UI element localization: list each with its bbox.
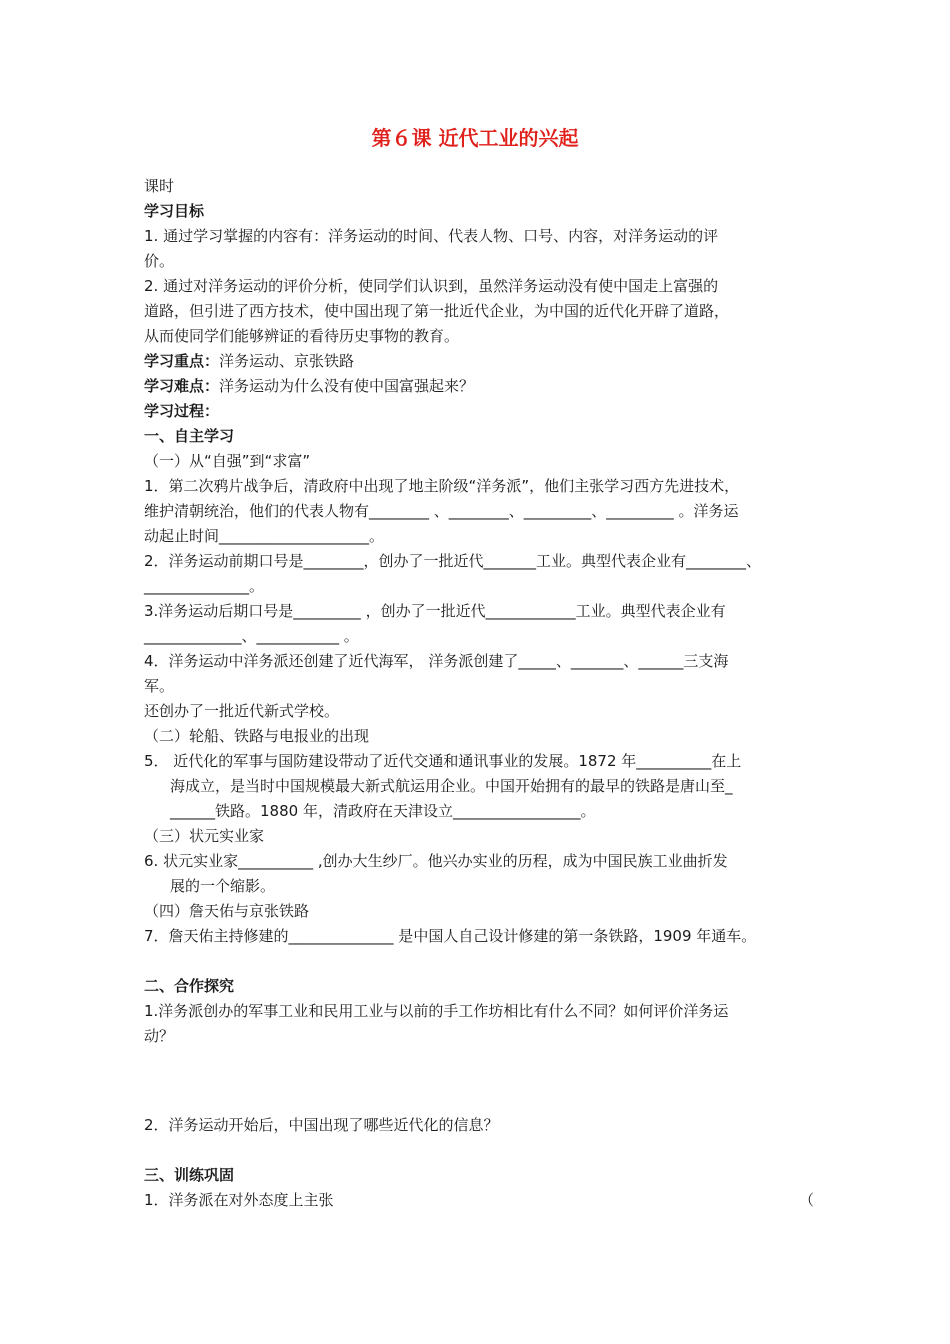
question-line: 维护清朝统治，他们的代表人物有________ 、________、_________、_________ 。洋务运: [144, 502, 739, 520]
subsection-heading: （一）从“自强”到“求富”: [144, 452, 311, 470]
difficult-points: [144, 374, 814, 399]
goal-line: 从而使同学们能够辨证的看待历史事物的教育。: [144, 327, 460, 345]
question-line: 6. 状元实业家__________ ,创办大生纱厂。他兴办实业的历程，成为中国民族工业曲折发: [144, 852, 728, 870]
question-line: 动？: [144, 1027, 175, 1045]
question-line: 展的一个缩影。: [170, 877, 276, 895]
question-line: 3.洋务运动后期口号是_________ ，创办了一批近代____________工业。典型代表企业有: [144, 602, 726, 620]
key-points-text: 洋务运动、京张铁路: [219, 352, 355, 370]
question-line: ______________。: [144, 577, 265, 595]
question-line: 2．洋务运动前期口号是________，创办了一批近代_______工业。典型代表企业有________、: [144, 552, 762, 570]
question-line: 7．詹天佑主持修建的______________ 是中国人自己设计修建的第一条铁路，1909 年通车。: [144, 927, 757, 945]
question-line: ______铁路。1880 年，清政府在天津设立_________________。: [170, 802, 596, 820]
question-line: 动起止时间____________________。: [144, 527, 385, 545]
practice-question-text: 1．洋务派在对外态度上主张: [144, 1191, 334, 1209]
question-line: 2．洋务运动开始后，中国出现了哪些近代化的信息？: [144, 1116, 499, 1134]
question-line: 1．第二次鸦片战争后，清政府中出现了地主阶级“洋务派”，他们主张学习西方先进技术，: [144, 477, 740, 495]
answer-paren: （: [798, 1191, 814, 1209]
subsection-heading: （四）詹天佑与京张铁路: [144, 902, 310, 920]
question-line: 军。: [144, 677, 175, 695]
section-heading-goals: 学习目标: [144, 202, 205, 220]
difficult-points-label: 学习难点：: [144, 377, 220, 395]
lesson-hours: 课时: [144, 177, 175, 195]
document-body: [144, 174, 814, 1213]
goal-line: 2. 通过对洋务运动的评价分析，使同学们认识到，虽然洋务运动没有使中国走上富强的: [144, 277, 719, 295]
difficult-points-text: 洋务运动为什么没有使中国富强起来？: [219, 377, 475, 395]
subsection-heading: （三）状元实业家: [144, 827, 265, 845]
subsection-heading: （二）轮船、铁路与电报业的出现: [144, 727, 370, 745]
question-line: 4．洋务运动中洋务派还创建了近代海军， 洋务派创建了_____、_______、______三支海: [144, 652, 729, 670]
section-heading-self-study: 一、自主学习: [144, 427, 235, 445]
page-title: 第６课 近代工业的兴起: [371, 126, 579, 150]
key-points: [144, 349, 814, 374]
answer-space: [144, 1049, 814, 1113]
question-line: 5． 近代化的军事与国防建设带动了近代交通和通讯事业的发展。1872 年__________在上: [144, 752, 742, 770]
goal-line: 价。: [144, 252, 175, 270]
section-heading-cooperation: 二、合作探究: [144, 977, 235, 995]
key-points-label: 学习重点：: [144, 352, 220, 370]
question-line: 1.洋务派创办的军事工业和民用工业与以前的手工作坊相比有什么不同？如何评价洋务运: [144, 1002, 729, 1020]
spacer: [144, 1138, 814, 1163]
question-line: 还创办了一批近代新式学校。: [144, 702, 340, 720]
goal-line: 1. 通过学习掌握的内容有：洋务运动的时间、代表人物、口号、内容，对洋务运动的评: [144, 227, 719, 245]
section-heading-process: 学习过程：: [144, 402, 220, 420]
spacer: [144, 949, 814, 974]
section-heading-practice: 三、训练巩固: [144, 1166, 235, 1184]
question-line: [144, 1188, 814, 1213]
goal-line: 道路，但引进了西方技术，使中国出现了第一批近代企业，为中国的近代化开辟了道路，: [144, 302, 730, 320]
question-line: 海成立，是当时中国规模最大新式航运用企业。中国开始拥有的最早的铁路是唐山至_: [170, 777, 733, 795]
question-line: _____________、___________ 。: [144, 627, 359, 645]
